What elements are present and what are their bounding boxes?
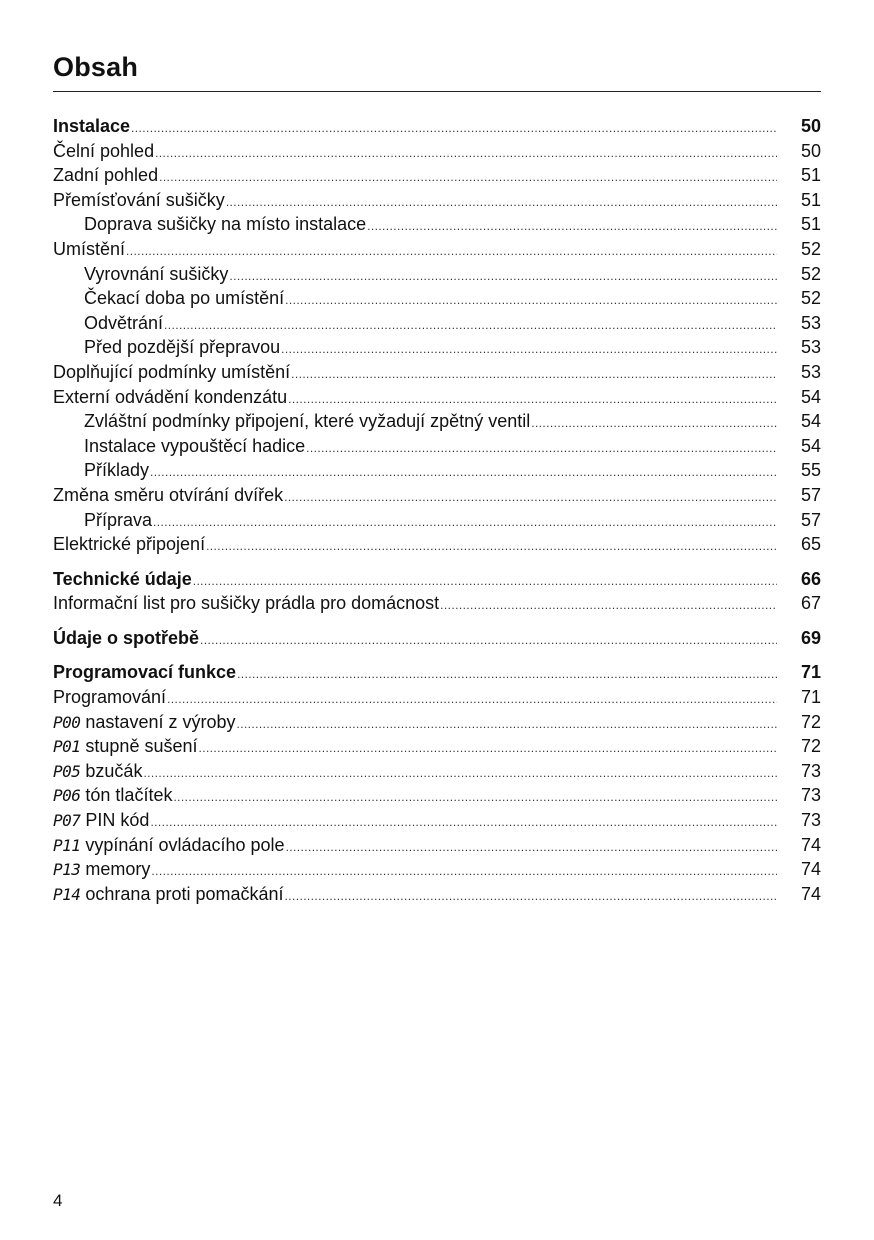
dot-leader [226,190,777,215]
toc-entry-page: 52 [800,263,821,284]
dot-leader [126,239,777,264]
page-title: Obsah [53,52,139,82]
toc-entry-label [53,508,152,533]
toc-entry-page: 73 [800,785,821,806]
toc-entry-page: 73 [800,810,821,831]
toc-entry-label [53,286,284,311]
toc-entry-label [53,434,305,459]
toc-entry-page: 50 [800,116,821,136]
program-code: P11 [53,835,81,855]
dot-leader [306,436,777,461]
program-code: P14 [53,884,81,904]
dot-leader [151,859,777,884]
toc-entry-page: 71 [800,687,821,708]
toc-entry-label [53,759,142,785]
toc-entry-page: 52 [800,238,821,259]
toc-entry-label [53,783,172,809]
program-code: P06 [53,786,81,806]
toc-entry-text: Údaje o spotřebě [53,627,200,648]
toc-entry-text: Zadní pohled [53,165,159,186]
toc-entry-text: Před pozdější přepravou [84,337,281,358]
dot-leader [143,761,777,786]
toc-entry[interactable] [53,734,821,759]
toc-entry[interactable] [53,783,821,808]
dot-leader [236,712,777,737]
toc-entry[interactable] [53,237,821,262]
toc-entry-label [53,567,192,592]
toc-entry-page: 54 [800,386,821,407]
toc-entry-page: 57 [800,509,821,530]
toc-entry[interactable] [53,626,821,651]
toc-entry-text: Vyrovnání sušičky [84,263,229,284]
toc-entry[interactable] [53,188,821,213]
dot-leader [285,884,777,909]
toc-entry-page: 53 [800,312,821,333]
toc-entry-page: 54 [800,435,821,456]
toc-entry[interactable] [53,163,821,188]
program-code: P00 [53,712,81,732]
toc-entry-label [53,311,163,336]
toc-entry[interactable] [53,857,821,882]
toc-entry-page: 54 [800,411,821,432]
toc-entry-label [53,458,149,483]
toc-entry-page: 69 [800,627,821,648]
toc-entry-text: stupně sušení [85,736,198,757]
dot-leader [440,593,777,618]
program-code: P05 [53,761,81,781]
toc-entry-text: tón tlačítek [85,785,173,806]
toc-entry-text: nastavení z výroby [85,711,236,732]
toc-entry[interactable] [53,360,821,385]
toc-entry[interactable] [53,139,821,164]
toc-entry-text: Změna směru otvírání dvířek [53,484,284,505]
toc-entry-label [53,734,197,760]
toc-entry-label [53,808,149,834]
toc-entry-page: 72 [800,736,821,757]
toc-entry[interactable] [53,286,821,311]
toc-entry-text: Instalace [53,116,131,136]
toc-entry[interactable] [53,591,821,616]
toc-entry-text: Externí odvádění kondenzátu [53,386,288,407]
dot-leader [237,662,777,687]
toc-entry-text: PIN kód [85,810,150,831]
toc-entry-page: 74 [800,883,821,904]
dot-leader [531,411,777,436]
dot-leader [286,835,777,860]
toc-entry[interactable] [53,483,821,508]
toc-entry[interactable] [53,660,821,685]
toc-entry-text: Programovací funkce [53,662,237,683]
toc-entry-label [53,685,166,710]
dot-leader [200,628,777,653]
toc-entry[interactable] [53,434,821,459]
toc-entry[interactable] [53,685,821,710]
dot-leader [284,485,777,510]
toc-entry-page: 72 [800,711,821,732]
toc-entry-page: 57 [800,484,821,505]
toc-entry-page: 55 [800,460,821,481]
toc-entry-page: 51 [800,214,821,235]
toc-entry-label [53,710,235,736]
toc-entry[interactable] [53,114,821,139]
toc-entry[interactable] [53,311,821,336]
toc-entry-text: ochrana proti pomačkání [85,883,284,904]
dot-leader [150,810,777,835]
toc-entry-page: 74 [800,834,821,855]
toc-entry-label [53,532,205,557]
toc-entry[interactable] [53,833,821,858]
toc-entry[interactable] [53,212,821,237]
toc-entry-text: Příprava [84,509,153,530]
toc-entry-label [53,626,199,651]
toc-entry-page: 73 [800,760,821,781]
title-divider [53,91,821,92]
table-of-contents [53,114,821,906]
dot-leader [288,387,777,412]
toc-entry-label [53,833,285,859]
toc-entry-page: 53 [800,361,821,382]
toc-entry-text: vypínání ovládacího pole [85,834,285,855]
toc-entry-label [53,660,236,685]
toc-entry-page: 52 [800,288,821,309]
toc-entry[interactable] [53,262,821,287]
program-code: P07 [53,811,81,831]
toc-entry-page: 51 [800,189,821,210]
toc-entry-text: Informační list pro sušičky prádla pro domácnost [53,593,440,614]
toc-entry-text: Umístění [53,238,126,259]
toc-entry[interactable] [53,385,821,410]
dot-leader [155,141,777,166]
toc-entry-page: 50 [800,140,821,161]
toc-entry-label [53,114,130,139]
toc-entry-label [53,591,439,616]
toc-entry[interactable] [53,710,821,735]
toc-entry-page: 51 [800,165,821,186]
dot-leader [164,313,777,338]
toc-entry-label [53,882,284,908]
toc-entry-text: Příklady [84,460,150,481]
toc-entry-text: Čekací doba po umístění [84,288,285,309]
toc-entry-label [53,335,280,360]
toc-entry[interactable] [53,508,821,533]
toc-entry-label [53,857,150,883]
toc-entry-label [53,262,228,287]
toc-entry-label [53,409,530,434]
dot-leader [150,460,777,485]
toc-entry-page: 65 [800,534,821,555]
toc-entry[interactable] [53,808,821,833]
program-code: P13 [53,860,81,880]
dot-leader [281,337,777,362]
toc-entry-text: Zvláštní podmínky připojení, které vyžadují zpětný ventil [84,411,531,432]
toc-entry-text: Doprava sušičky na místo instalace [84,214,367,235]
toc-entry[interactable] [53,882,821,907]
toc-entry-page: 74 [800,859,821,880]
toc-entry-page: 67 [800,593,821,614]
dot-leader [167,687,777,712]
toc-entry-label [53,163,158,188]
toc-entry-text: Instalace vypouštěcí hadice [84,435,306,456]
toc-entry-text: Doplňující podmínky umístění [53,361,291,382]
toc-entry-label [53,212,366,237]
toc-entry-label [53,139,154,164]
toc-entry-text: Odvětrání [84,312,164,333]
toc-entry-text: memory [85,859,151,880]
toc-entry-label [53,360,290,385]
toc-entry[interactable] [53,567,821,592]
toc-entry-text: Programování [53,687,167,708]
toc-entry[interactable] [53,532,821,557]
dot-leader [159,165,777,190]
dot-leader [206,534,777,559]
dot-leader [131,116,777,141]
toc-entry-label [53,237,125,262]
dot-leader [291,362,777,387]
toc-entry[interactable] [53,409,821,434]
toc-entry-text: Čelní pohled [53,140,155,161]
dot-leader [285,288,777,313]
toc-entry-page: 71 [800,662,821,683]
toc-entry-label [53,483,283,508]
dot-leader [229,264,777,289]
dot-leader [153,510,777,535]
toc-entry-label [53,188,225,213]
toc-entry-text: bzučák [85,760,143,781]
toc-entry-label [53,385,287,410]
dot-leader [198,736,777,761]
toc-entry-text: Elektrické připojení [53,534,206,555]
toc-entry[interactable] [53,335,821,360]
toc-entry[interactable] [53,759,821,784]
page-number: 4 [53,1191,63,1210]
dot-leader [367,214,777,239]
toc-entry-page: 66 [800,568,821,589]
toc-entry[interactable] [53,458,821,483]
toc-entry-text: Přemísťování sušičky [53,189,225,210]
toc-entry-page: 53 [800,337,821,358]
program-code: P01 [53,737,81,757]
dot-leader [193,569,777,594]
dot-leader [173,785,777,810]
toc-entry-text: Technické údaje [53,568,192,589]
